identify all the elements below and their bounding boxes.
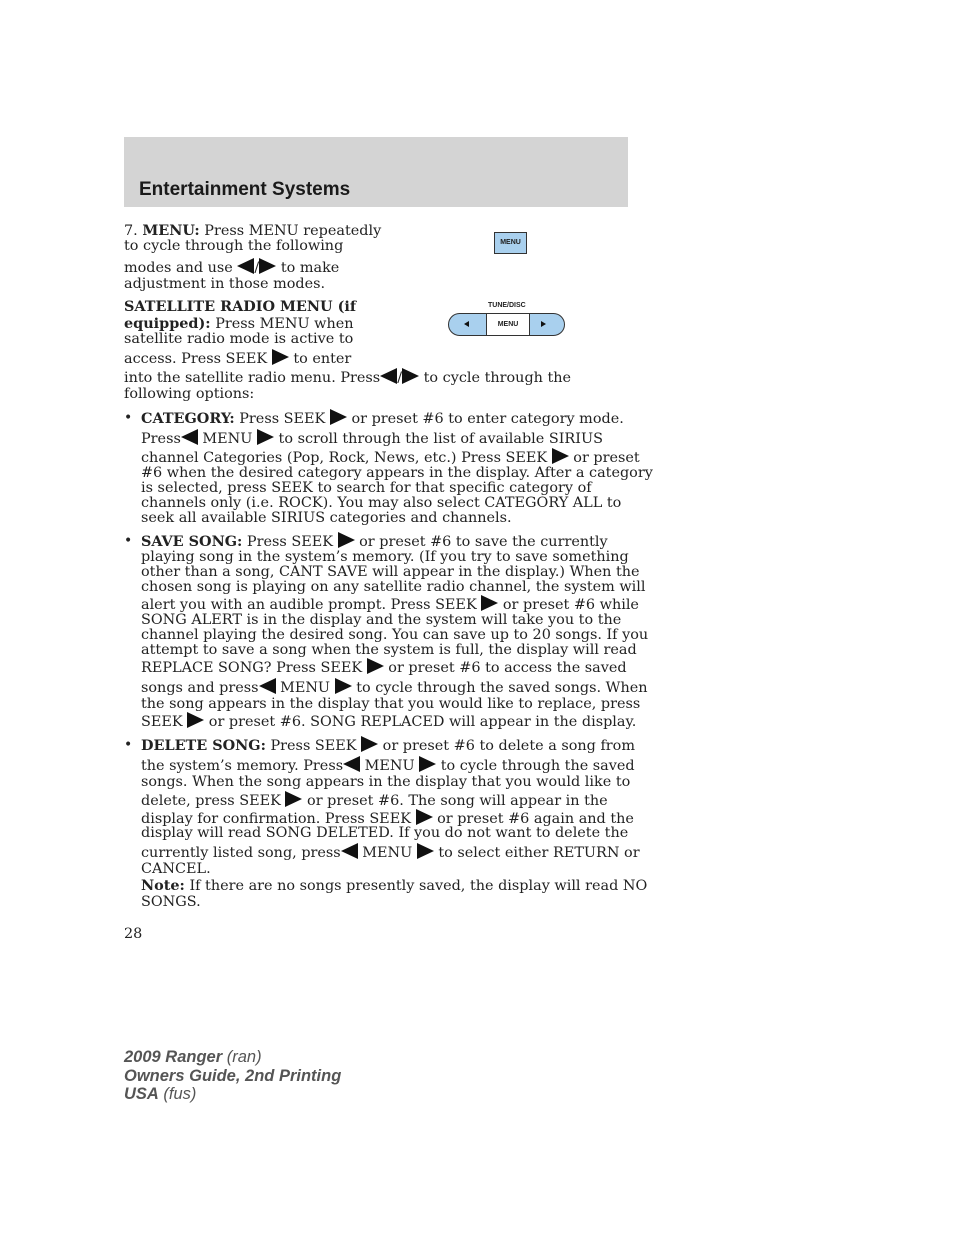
left-arrow-icon [259, 678, 276, 694]
right-arrow-icon [335, 678, 352, 694]
right-arrow-icon [272, 349, 289, 365]
left-arrow-icon [380, 368, 397, 384]
right-arrow-icon [338, 532, 355, 548]
right-arrow-icon [187, 712, 204, 728]
text-line: SEEK or preset #6. SONG REPLACED will appear in the display. [141, 714, 637, 730]
text-line: songs. When the song appears in the display that you would like to [141, 774, 631, 790]
text-line: REPLACE SONG? Press SEEK or preset #6 to access the saved [141, 660, 627, 676]
footer-line-1: 2009 Ranger (ran) [124, 1048, 262, 1066]
text-line: CATEGORY: Press SEEK or preset #6 to enter category mode. [141, 410, 624, 427]
text-line: songs and press MENU to cycle through the saved songs. When [141, 680, 648, 696]
text-line: channel playing the desired song. You can save up to 20 songs. If you [141, 627, 649, 643]
text-line: 7. MENU: Press MENU repeatedly [124, 222, 382, 239]
tune-disc-label: TUNE/DISC [488, 302, 526, 309]
right-arrow-icon [259, 258, 276, 274]
text-line: display for confirmation. Press SEEK or preset #6 again and the [141, 811, 634, 827]
text-line: Press MENU to scroll through the list of available SIRIUS [141, 431, 603, 447]
footer-line-3: USA (fus) [124, 1085, 197, 1103]
text-line: the song appears in the display that you would like to replace, press [141, 696, 641, 712]
text-line: into the satellite radio menu. Press / to cycle through the [124, 370, 572, 386]
tune-menu-label: MENU [486, 314, 530, 335]
left-arrow-icon [341, 843, 358, 859]
text-line: alert you with an audible prompt. Press SEEK or preset #6 while [141, 597, 639, 613]
text-line: to cycle through the following [124, 238, 344, 254]
right-arrow-icon [417, 843, 434, 859]
text-line: display will read SONG DELETED. If you do not want to delete the [141, 825, 629, 841]
right-arrow-icon [481, 595, 498, 611]
text-line: channel Categories (Pop, Rock, News, etc.) Press SEEK or preset [141, 450, 640, 466]
left-arrow-icon [237, 258, 254, 274]
bullet: • [124, 533, 133, 549]
section-title: Entertainment Systems [139, 179, 351, 200]
text-line: playing song in the system’s memory. (If you try to save something [141, 549, 629, 565]
bullet: • [124, 737, 133, 753]
right-arrow-icon [330, 409, 347, 425]
text-line: DELETE SONG: Press SEEK or preset #6 to delete a song from [141, 737, 635, 754]
text-line: channels only (i.e. ROCK). You may also select CATEGORY ALL to [141, 495, 622, 511]
tune-disc-control-illustration [448, 313, 565, 336]
left-arrow-icon [343, 756, 360, 772]
text-line: attempt to save a song when the system is full, the display will read [141, 642, 637, 658]
text-line: is selected, press SEEK to search for that specific category of [141, 480, 592, 496]
right-arrow-icon [367, 658, 384, 674]
section-header-bar [124, 137, 628, 207]
right-arrow-icon [419, 756, 436, 772]
text-line: currently listed song, press MENU to select either RETURN or [141, 845, 640, 861]
right-arrow-icon [361, 736, 378, 752]
right-arrow-icon [552, 448, 569, 464]
right-arrow-icon [402, 368, 419, 384]
text-line: equipped): Press MENU when [124, 315, 354, 332]
text-line: modes and use / to make [124, 260, 340, 276]
right-arrow-icon [257, 429, 274, 445]
text-line: delete, press SEEK or preset #6. The song will appear in the [141, 793, 608, 809]
footer-line-2: Owners Guide, 2nd Printing [124, 1066, 342, 1085]
text-line: other than a song, CANT SAVE will appear in the display.) When the [141, 564, 640, 580]
right-arrow-icon [416, 809, 433, 825]
left-arrow-icon [464, 321, 469, 327]
subheading: SATELLITE RADIO MENU (if [124, 298, 357, 315]
right-arrow-icon [541, 321, 546, 327]
text-line: chosen song is playing on any satellite radio channel, the system will [141, 579, 646, 595]
bullet: • [124, 410, 133, 426]
text-line: the system’s memory. Press MENU to cycle through the saved [141, 758, 635, 774]
footer [124, 1048, 341, 1104]
right-arrow-icon [285, 791, 302, 807]
text-line: adjustment in those modes. [124, 276, 326, 292]
text-line: satellite radio mode is active to [124, 331, 354, 347]
text-line: access. Press SEEK to enter [124, 351, 352, 367]
note-line: SONGS. [141, 894, 201, 910]
text-line: following options: [124, 386, 255, 402]
left-arrow-icon [181, 429, 198, 445]
text-line: seek all available SIRIUS categories and channels. [141, 510, 512, 526]
text-line: SONG ALERT is in the display and the system will take you to the [141, 612, 622, 628]
text-line: CANCEL. [141, 861, 211, 877]
text-line: SAVE SONG: Press SEEK or preset #6 to save the currently [141, 533, 608, 550]
note-line: Note: If there are no songs presently saved, the display will read NO [141, 877, 648, 894]
page-number: 28 [124, 926, 143, 942]
menu-button-illustration: MENU [494, 232, 527, 254]
text-line: #6 when the desired category appears in the display. After a category [141, 465, 653, 481]
